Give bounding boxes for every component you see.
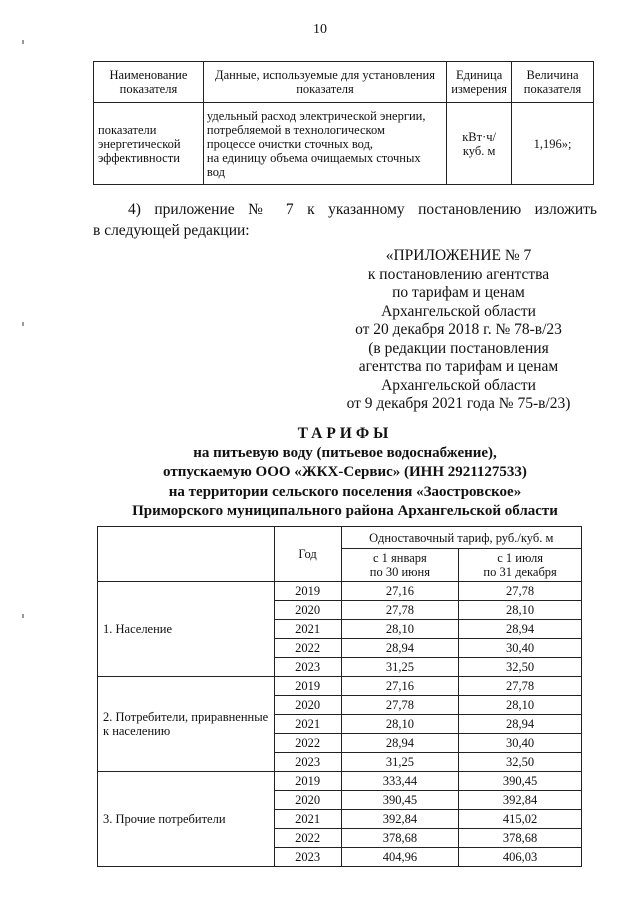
period-header-line: по 30 июня xyxy=(369,565,430,579)
appendix-line: (в редакции постановления xyxy=(368,339,549,357)
year-cell: 2022 xyxy=(274,734,341,753)
indicator-data-line: удельный расход электрической энергии, xyxy=(206,108,426,123)
year-cell: 2021 xyxy=(274,810,341,829)
tariff-cell: 378,68 xyxy=(341,829,459,848)
tariff-cell: 28,10 xyxy=(459,696,582,715)
indicator-value-cell: 1,196»; xyxy=(512,103,594,185)
tariff-cell: 30,40 xyxy=(459,734,582,753)
year-cell: 2019 xyxy=(274,677,341,696)
tariff-cell: 32,50 xyxy=(459,658,582,677)
scan-mark xyxy=(22,322,24,326)
appendix-line: Архангельской области xyxy=(381,376,536,394)
title-line: Приморского муниципального района Архангельской области xyxy=(132,503,558,519)
period-header-line: по 31 декабря xyxy=(483,565,557,579)
tariff-cell: 32,50 xyxy=(459,753,582,772)
title-line: на территории сельского поселения «Заостровское» xyxy=(168,483,522,500)
indicator-name-line: эффективности xyxy=(98,150,180,165)
indicator-name-line: энергетической xyxy=(98,136,181,151)
indicator-table-row xyxy=(94,103,594,185)
header-cell: Наименование показателя xyxy=(94,62,204,103)
page-number: 10 xyxy=(313,22,327,37)
tariff-cell: 28,94 xyxy=(459,715,582,734)
indicator-data-line: процессе очистки сточных вод, xyxy=(206,136,374,151)
table-row xyxy=(98,772,582,791)
indicator-data-cell xyxy=(203,103,446,185)
tariff-cell: 390,45 xyxy=(459,772,582,791)
tariff-cell: 27,16 xyxy=(341,582,459,601)
paragraph-line: в следующей редакции: xyxy=(93,222,250,239)
appendix-line: от 20 декабря 2018 г. № 78-в/23 xyxy=(355,321,562,338)
year-cell: 2022 xyxy=(274,829,341,848)
paragraph-line: 4) приложение № 7 к указанному постановлению изложить xyxy=(128,201,597,218)
year-cell: 2023 xyxy=(274,753,341,772)
header-empty-cell xyxy=(98,527,275,582)
table-row xyxy=(98,582,582,601)
tariff-cell: 392,84 xyxy=(341,810,459,829)
tariff-group-header: Одноставочный тариф, руб./куб. м xyxy=(341,527,581,549)
indicator-table xyxy=(93,61,594,185)
year-cell: 2023 xyxy=(274,848,341,867)
appendix-line: от 9 декабря 2021 года № 75-в/23) xyxy=(346,395,571,412)
header-cell: Данные, используемые для установления показателя xyxy=(203,62,446,103)
category-cell xyxy=(98,677,275,772)
tariff-cell: 27,78 xyxy=(341,601,459,620)
tariff-cell: 390,45 xyxy=(341,791,459,810)
category-line: 2. Потребители, приравненные xyxy=(103,710,269,724)
indicator-data-line: на единицу объема очищаемых сточных xyxy=(206,150,421,165)
indicator-name-cell xyxy=(94,103,204,185)
tariff-cell: 27,16 xyxy=(341,677,459,696)
tariff-cell: 28,94 xyxy=(459,620,582,639)
header-cell: Величина показателя xyxy=(512,62,594,103)
year-cell: 2020 xyxy=(274,601,341,620)
year-cell: 2021 xyxy=(274,620,341,639)
tariff-cell: 28,94 xyxy=(341,639,459,658)
period-header-first-half xyxy=(341,549,459,582)
header-cell: Единица измерения xyxy=(447,62,512,103)
tariff-cell: 31,25 xyxy=(341,658,459,677)
category-line: к населению xyxy=(103,724,171,738)
title-line: на питьевую воду (питьевое водоснабжение), xyxy=(193,444,497,461)
tariff-table xyxy=(97,526,582,867)
tariff-cell: 27,78 xyxy=(341,696,459,715)
tariff-cell: 31,25 xyxy=(341,753,459,772)
indicator-data-line: вод xyxy=(206,164,225,179)
year-cell: 2023 xyxy=(274,658,341,677)
period-header-line: с 1 января xyxy=(372,551,427,565)
category-cell xyxy=(98,582,275,677)
title-heading: ТАРИФЫ xyxy=(297,425,393,442)
appendix-header xyxy=(330,247,587,414)
tariff-cell: 28,94 xyxy=(341,734,459,753)
indicator-unit-line: куб. м xyxy=(462,143,496,158)
appendix-line: Архангельской области xyxy=(381,302,536,320)
period-header-second-half xyxy=(459,549,582,582)
amendment-paragraph xyxy=(93,199,597,241)
tariff-cell: 404,96 xyxy=(341,848,459,867)
year-cell: 2020 xyxy=(274,696,341,715)
year-cell: 2021 xyxy=(274,715,341,734)
tariff-cell: 30,40 xyxy=(459,639,582,658)
tariff-cell: 415,02 xyxy=(459,810,582,829)
tariff-cell: 333,44 xyxy=(341,772,459,791)
title-line: отпускаемую ООО «ЖКХ-Сервис» (ИНН 2921127533) xyxy=(163,464,527,480)
indicator-unit-line: кВт·ч/ xyxy=(462,129,497,144)
indicator-table-header xyxy=(94,62,594,103)
appendix-line: по тарифам и ценам xyxy=(392,284,525,301)
appendix-line: агентства по тарифам и ценам xyxy=(358,358,559,375)
indicator-name-line: показатели xyxy=(98,122,157,137)
scan-mark xyxy=(22,614,24,618)
tariff-header-row xyxy=(98,527,582,549)
tariff-cell: 28,10 xyxy=(341,715,459,734)
tariff-cell: 406,03 xyxy=(459,848,582,867)
tariff-cell: 28,10 xyxy=(459,601,582,620)
year-cell: 2020 xyxy=(274,791,341,810)
category-cell xyxy=(98,772,275,867)
year-cell: 2019 xyxy=(274,582,341,601)
scan-mark xyxy=(22,40,24,44)
indicator-data-line: потребляемой в технологическом xyxy=(206,122,385,137)
year-cell: 2019 xyxy=(274,772,341,791)
category-line: 1. Население xyxy=(103,622,173,636)
appendix-line: «ПРИЛОЖЕНИЕ № 7 xyxy=(385,247,532,264)
tariff-cell: 27,78 xyxy=(459,582,582,601)
tariff-title xyxy=(93,424,597,522)
tariff-cell: 392,84 xyxy=(459,791,582,810)
category-line: 3. Прочие потребители xyxy=(103,812,226,826)
period-header-line: с 1 июля xyxy=(497,551,543,565)
year-cell: 2022 xyxy=(274,639,341,658)
tariff-cell: 378,68 xyxy=(459,829,582,848)
appendix-line: к постановлению агентства xyxy=(367,265,550,283)
indicator-unit-cell xyxy=(447,103,512,185)
table-row xyxy=(98,677,582,696)
year-header: Год xyxy=(274,527,341,582)
tariff-cell: 28,10 xyxy=(341,620,459,639)
tariff-cell: 27,78 xyxy=(459,677,582,696)
